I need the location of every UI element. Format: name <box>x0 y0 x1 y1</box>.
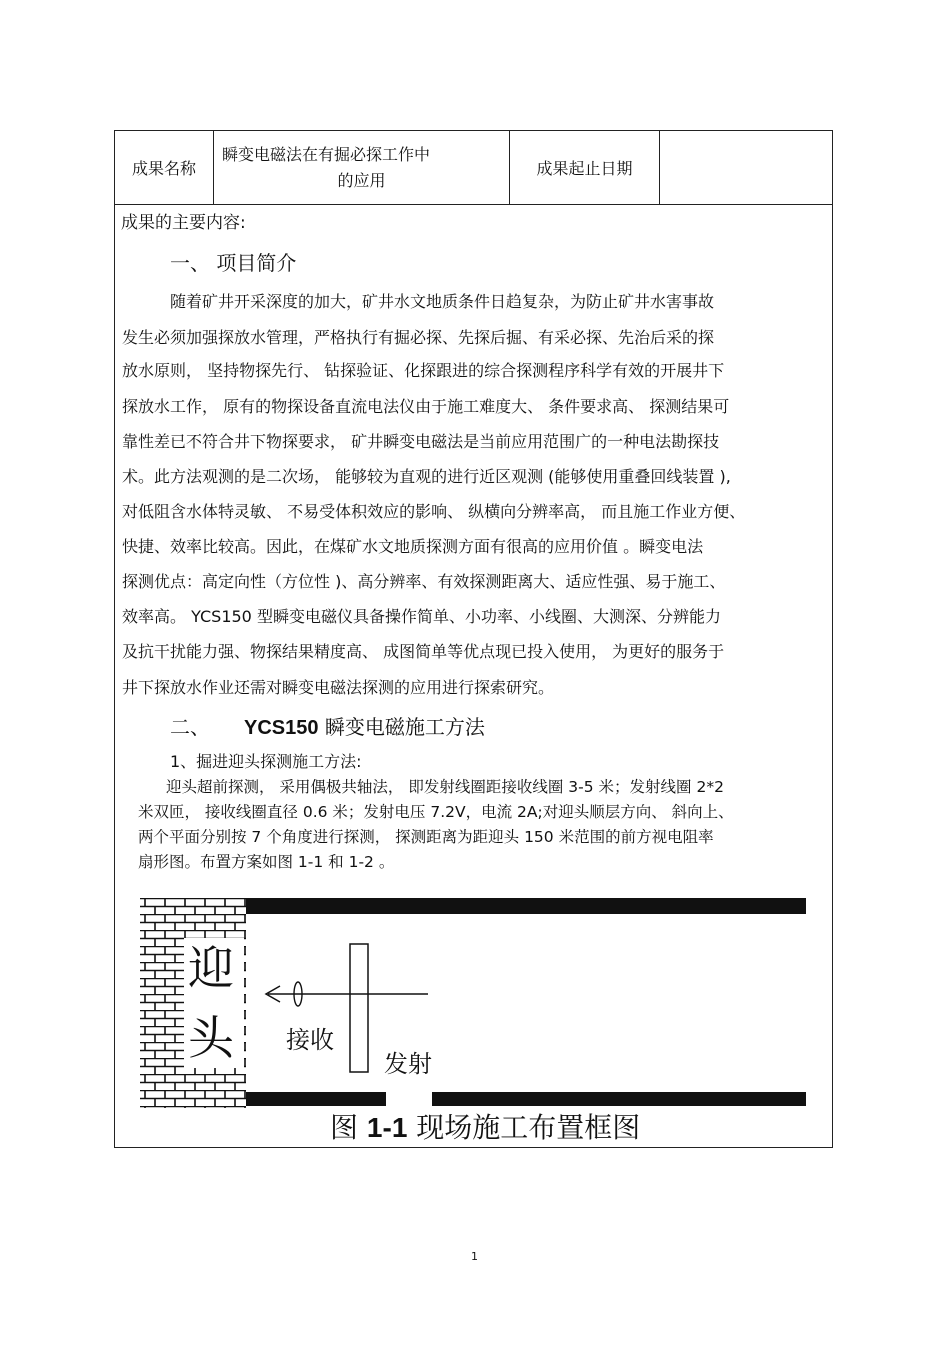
section1-heading: 一、 项目简介 <box>170 251 297 275</box>
tunnel-top-wall <box>246 898 806 914</box>
section1-line: 随着矿井开采深度的加大，矿井水文地质条件日趋复杂，为防止矿井水害事故 <box>170 292 715 311</box>
result-date-label: 成果起止日期 <box>510 131 660 204</box>
main-content-label: 成果的主要内容: <box>121 213 246 233</box>
result-name-label: 成果名称 <box>115 131 214 204</box>
section1-line: 效率高。 YCS150 型瞬变电磁仪具备操作简单、小功率、小线圈、大测深、分辨能力 <box>122 607 721 626</box>
section2-subheading: 1、掘进迎头探测施工方法: <box>170 752 362 771</box>
section2-line: 两个平面分别按 7 个角度进行探测， 探测距离为距迎头 150 米范围的前方视电阻率 <box>138 828 714 846</box>
section1-line: 快捷、效率比较高。因此，在煤矿水文地质探测方面有很高的应用价值 。瞬变电法 <box>122 537 704 556</box>
section2-line: 扇形图。布置方案如图 1-1 和 1-2 。 <box>138 853 395 871</box>
section2-heading <box>170 714 485 741</box>
section1-line: 放水原则， 坚持物探先行、 钻探验证、化探跟进的综合探测程序科学有效的开展井下 <box>122 361 725 380</box>
figure-caption <box>330 1106 640 1146</box>
section2-heading-rest: 瞬变电磁施工方法 <box>324 715 485 739</box>
section1-line: 探测优点：高定向性（方位性 )、高分辨率、有效探测距离大、适应性强、易于施工、 <box>122 572 726 591</box>
section2-line: 米双匝， 接收线圈直径 0.6 米；发射电压 7.2V，电流 2A;对迎头顺层方向、 斜向上、 <box>138 803 734 821</box>
tunnel-bottom-wall-right <box>432 1092 806 1106</box>
face-label-char: 头 <box>188 1011 234 1065</box>
tunnel-bottom-wall-left <box>246 1092 386 1106</box>
section1-line: 对低阻含水体特灵敏、 不易受体积效应的影响、 纵横向分辨率高， 而且施工作业方便、 <box>122 502 746 521</box>
section2-heading-prefix: 二、 <box>170 715 210 739</box>
result-title-line2: 的应用 <box>337 170 386 190</box>
section1-line: 探放水工作， 原有的物探设备直流电法仪由于施工难度大、 条件要求高、 探测结果可 <box>122 397 730 416</box>
figure-caption-prefix: 图 <box>330 1111 359 1144</box>
section1-line: 井下探放水作业还需对瞬变电磁法探测的应用进行探索研究。 <box>122 678 555 697</box>
section2-heading-model: YCS150 <box>244 717 319 739</box>
section1-line: 发生必须加强探放水管理，严格执行有掘必探、先探后掘、有采必探、先治后采的探 <box>122 328 715 347</box>
figure-caption-number: 1-1 <box>366 1112 408 1143</box>
page-number: 1 <box>471 1250 478 1263</box>
transmit-label: 发射 <box>384 1050 432 1078</box>
figure-caption-text: 现场施工布置框图 <box>416 1111 641 1144</box>
section1-line: 术。此方法观测的是二次场， 能够较为直观的进行近区观测 (能够使用重叠回线装置 ), <box>122 467 731 486</box>
result-title-cell <box>214 131 510 204</box>
face-label-char: 迎 <box>188 941 234 995</box>
section1-line: 及抗干扰能力强、物探结果精度高、 成图简单等优点现已投入使用， 为更好的服务于 <box>122 642 725 661</box>
receive-label: 接收 <box>286 1026 334 1054</box>
result-date-value <box>660 131 832 204</box>
result-title-line1: 瞬变电磁法在有掘必探工作中 <box>222 144 431 164</box>
header-table <box>114 130 833 205</box>
section2-line: 迎头超前探测， 采用偶极共轴法， 即发射线圈距接收线圈 3-5 米；发射线圈 2*2 <box>166 778 724 796</box>
transmit-coil-icon <box>350 944 368 1072</box>
section1-line: 靠性差已不符合井下物探要求， 矿井瞬变电磁法是当前应用范围广的一种电法勘探技 <box>122 432 720 451</box>
